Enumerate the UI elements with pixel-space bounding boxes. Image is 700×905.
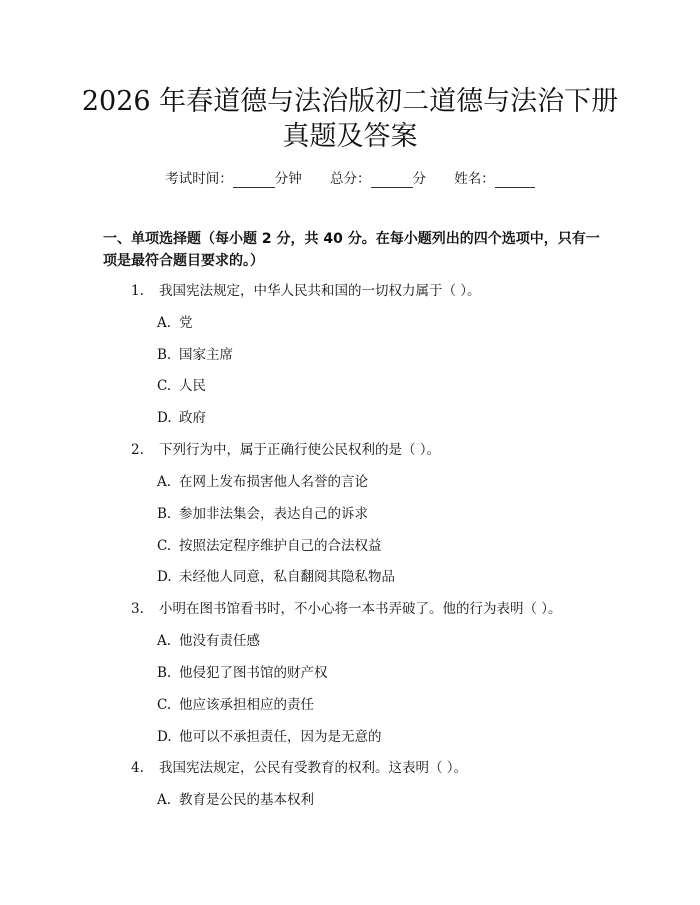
option-letter: A. bbox=[157, 315, 172, 331]
question-text: 下列行为中，属于正确行使公民权利的是（ ）。 bbox=[159, 442, 441, 458]
section-heading-single-choice: 一、单项选择题（每小题 2 分，共 40 分。在每小题列出的四个选项中，只有一项是最符合题目要求的。） bbox=[103, 231, 600, 269]
option-letter: B. bbox=[157, 665, 172, 681]
option-letter: D. bbox=[157, 569, 172, 585]
option-letter: D. bbox=[157, 410, 172, 426]
option-text: 他侵犯了图书馆的财产权 bbox=[179, 665, 328, 681]
option-letter: C. bbox=[157, 378, 172, 394]
option-letter: B. bbox=[157, 506, 172, 522]
question-4 bbox=[131, 758, 467, 778]
question-text: 我国宪法规定，公民有受教育的权利。这表明（ ）。 bbox=[159, 760, 468, 776]
option-letter: C. bbox=[157, 538, 172, 554]
total-score-field bbox=[330, 167, 426, 188]
option-letter: D. bbox=[157, 729, 172, 745]
exam-time-label: 考试时间： bbox=[165, 171, 233, 187]
option-letter: C. bbox=[157, 697, 172, 713]
option-text: 他没有责任感 bbox=[179, 633, 260, 649]
question-number: 2. bbox=[131, 442, 144, 458]
option-text: 教育是公民的基本权利 bbox=[179, 792, 314, 808]
option-letter: A. bbox=[157, 792, 172, 808]
option-text: 他可以不承担责任，因为是无意的 bbox=[179, 729, 382, 745]
question-text: 我国宪法规定，中华人民共和国的一切权力属于（ ）。 bbox=[159, 283, 481, 299]
question-2-option-a bbox=[157, 472, 368, 492]
question-1-option-c bbox=[157, 376, 206, 396]
option-text: 按照法定程序维护自己的合法权益 bbox=[179, 538, 382, 554]
question-1-option-b bbox=[157, 345, 233, 365]
question-3-option-d bbox=[157, 727, 382, 747]
option-letter: A. bbox=[157, 474, 172, 490]
question-3-option-b bbox=[157, 663, 328, 683]
total-score-label: 总分： bbox=[330, 171, 371, 187]
option-text: 参加非法集会，表达自己的诉求 bbox=[179, 506, 368, 522]
exam-title-line-2: 真题及答案 bbox=[282, 121, 418, 152]
question-2-option-d bbox=[157, 567, 395, 587]
question-4-option-a bbox=[157, 790, 314, 810]
option-text: 他应该承担相应的责任 bbox=[179, 697, 314, 713]
option-text: 在网上发布损害他人名誉的言论 bbox=[179, 474, 368, 490]
question-3-option-a bbox=[157, 631, 260, 651]
total-score-blank bbox=[371, 171, 413, 188]
option-text: 未经他人同意，私自翻阅其隐私物品 bbox=[179, 569, 395, 585]
student-name-field bbox=[454, 167, 535, 188]
exam-time-unit: 分钟 bbox=[274, 171, 302, 187]
question-number: 4. bbox=[131, 760, 144, 776]
option-letter: B. bbox=[157, 347, 172, 363]
option-text: 国家主席 bbox=[179, 347, 233, 363]
question-2-option-b bbox=[157, 504, 368, 524]
question-2 bbox=[131, 440, 440, 460]
option-letter: A. bbox=[157, 633, 172, 649]
exam-time-blank bbox=[233, 171, 275, 188]
question-3-option-c bbox=[157, 695, 314, 715]
exam-time-field bbox=[165, 167, 302, 188]
option-text: 政府 bbox=[179, 410, 206, 426]
question-2-option-c bbox=[157, 536, 382, 556]
student-name-blank bbox=[495, 171, 535, 188]
question-3 bbox=[131, 599, 562, 619]
student-name-label: 姓名： bbox=[454, 171, 495, 187]
question-text: 小明在图书馆看书时，不小心将一本书弄破了。他的行为表明（ ）。 bbox=[159, 601, 562, 617]
question-1 bbox=[131, 281, 481, 301]
exam-title-line-1: 2026 年春道德与法治版初二道德与法治下册 bbox=[81, 86, 619, 117]
total-score-unit: 分 bbox=[412, 171, 426, 187]
exam-info-line bbox=[0, 167, 700, 188]
question-number: 1. bbox=[131, 283, 144, 299]
option-text: 党 bbox=[179, 315, 193, 331]
question-1-option-d bbox=[157, 408, 206, 428]
option-text: 人民 bbox=[179, 378, 206, 394]
question-1-option-a bbox=[157, 313, 193, 333]
question-number: 3. bbox=[131, 601, 144, 617]
